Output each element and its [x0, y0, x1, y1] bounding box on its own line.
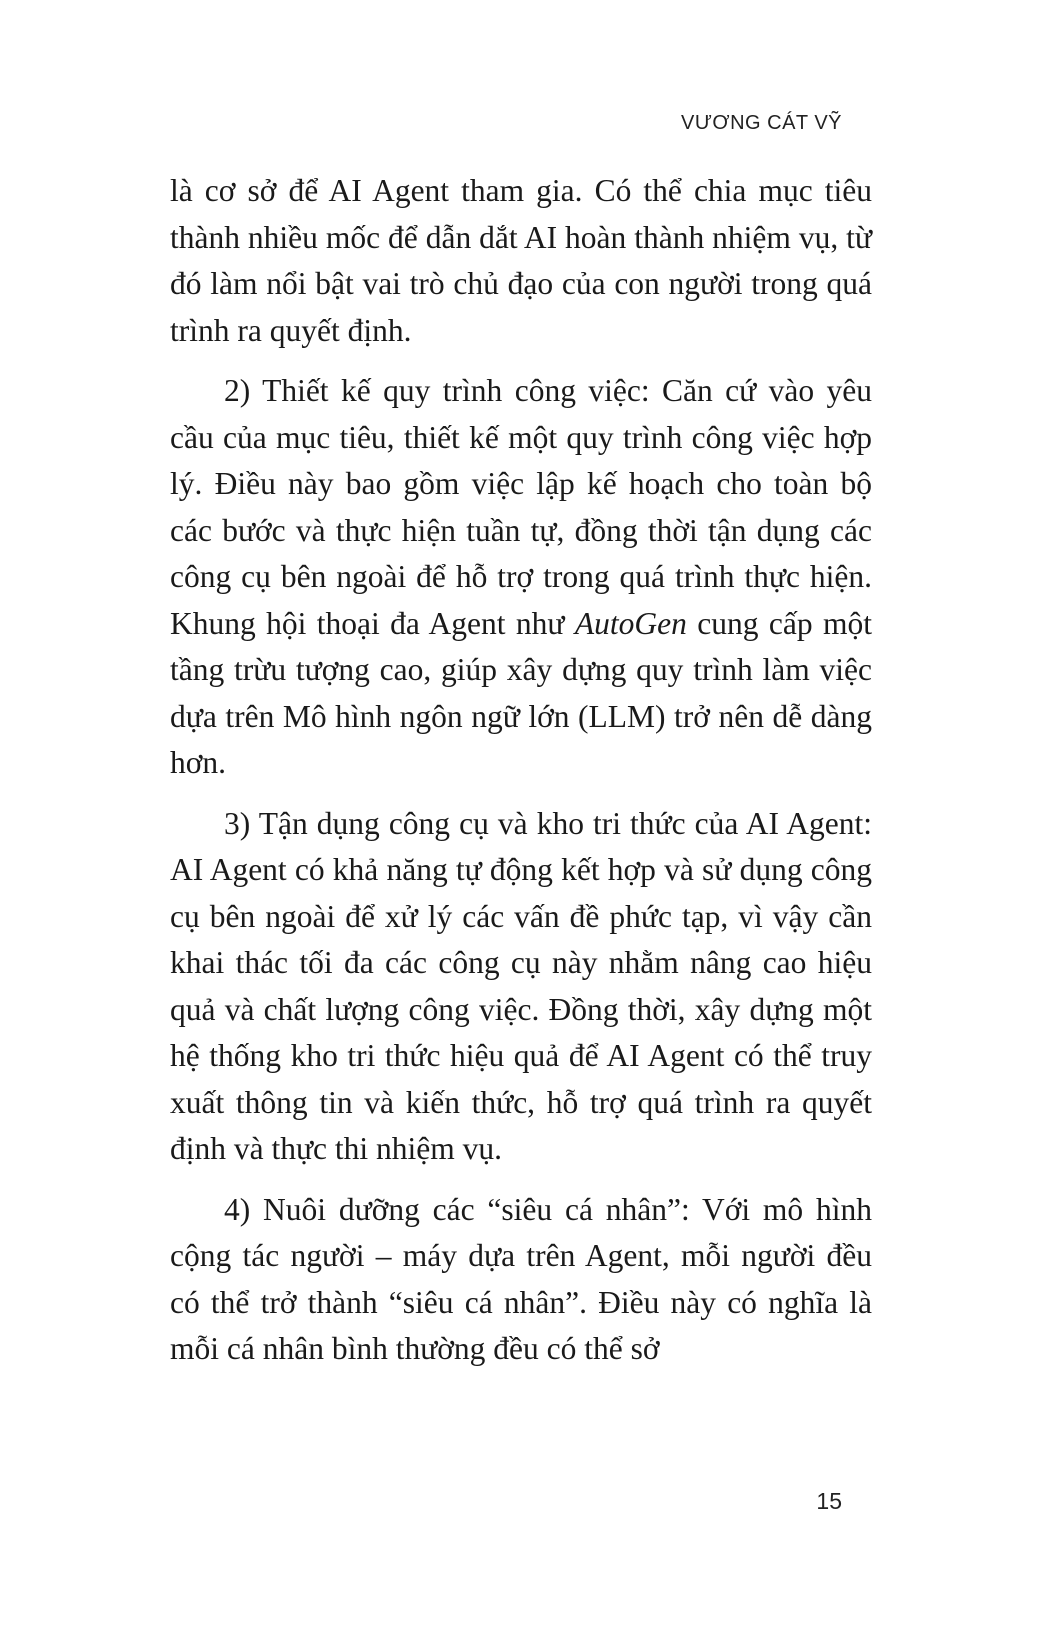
paragraph-2-workflow-design — [170, 368, 872, 787]
body-text — [170, 168, 872, 1373]
page-number: 15 — [816, 1488, 842, 1514]
paragraph-3-tools-knowledge: 3) Tận dụng công cụ và kho tri thức của AI Agent: AI Agent có khả năng tự động kết hợp và sử dụng công cụ bên ngoài để xử lý các vấn đề phức tạp, vì vậy cần khai thác tối đa các công cụ này nhằm nâng cao hiệu quả và chất lượng công việc. Đồng thời, xây dựng một hệ thống kho tri thức hiệu quả để AI Agent có thể truy xuất thông tin và kiến thức, hỗ trợ quá trình ra quyết định và thực thi nhiệm vụ. — [170, 805, 872, 1166]
autogen-italic-term: AutoGen — [574, 605, 687, 641]
paragraph-2-text-after: cung cấp một tầng trừu tượng cao, giúp xây dựng quy trình làm việc dựa trên Mô hình ngôn ngữ lớn (LLM) trở nên dễ dàng hơn. — [170, 605, 872, 780]
paragraph-continuation: là cơ sở để AI Agent tham gia. Có thể chia mục tiêu thành nhiều mốc để dẫn dắt AI hoàn thành nhiệm vụ, từ đó làm nổi bật vai trò chủ đạo của con người trong quá trình ra quyết định. — [170, 173, 872, 348]
running-header-author: VƯƠNG CÁT VỸ — [681, 112, 842, 134]
paragraph-2-text-before: 2) Thiết kế quy trình công việc: Căn cứ vào yêu cầu của mục tiêu, thiết kế một quy trình công việc hợp lý. Điều này bao gồm việc lập kế hoạch cho toàn bộ các bước và thực hiện tuần tự, đồng thời tận dụng các công cụ bên ngoài để hỗ trợ trong quá trình thực hiện. Khung hội thoại đa Agent như — [170, 373, 872, 641]
paragraph-4-super-individuals: 4) Nuôi dưỡng các “siêu cá nhân”: Với mô hình cộng tác người – máy dựa trên Agent, mỗi người đều có thể trở thành “siêu cá nhân”. Điều này có nghĩa là mỗi cá nhân bình thường đều có thể sở — [170, 1191, 872, 1366]
